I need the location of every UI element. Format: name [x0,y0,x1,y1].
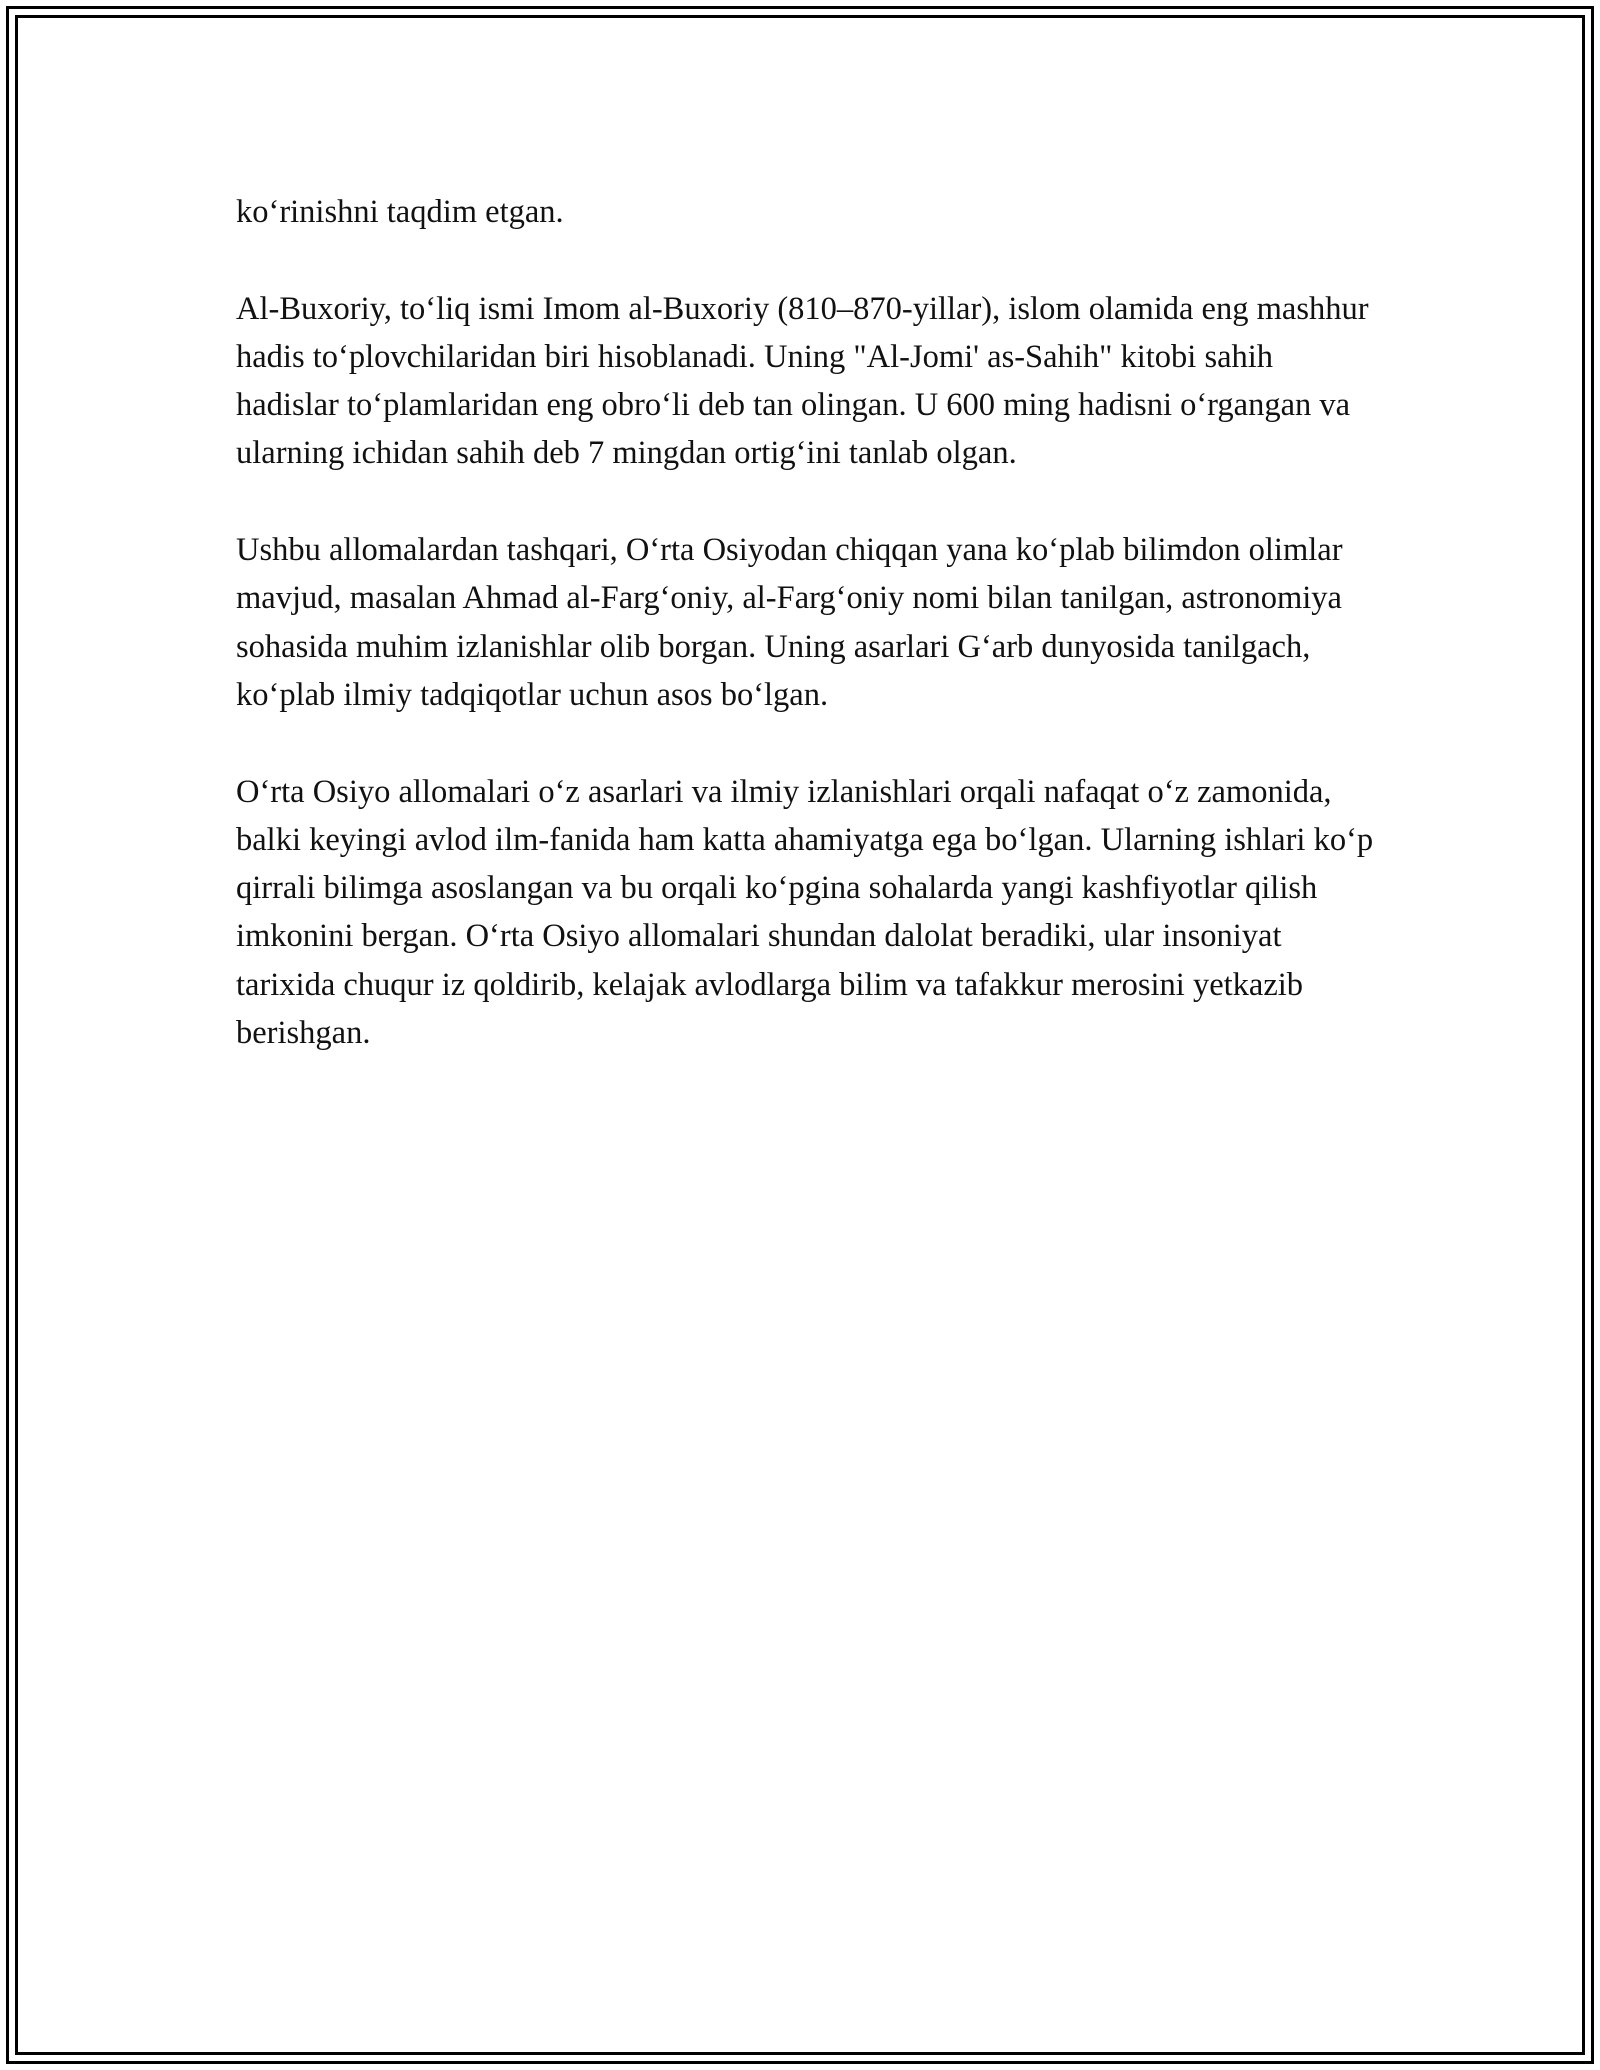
paragraph-conclusion: O‘rta Osiyo allomalari o‘z asarlari va ilmiy izlanishlari orqali nafaqat o‘z zamonida, balki keyingi avlod ilm-fanida ham katta ahamiyatga ega bo‘lgan. Ularning ishlari ko‘p qirrali bilimga asoslangan va bu orqali ko‘pgina sohalarda yangi kashfiyotlar qilish imkonini bergan. O‘rta Osiyo allomalari shundan dalolat beradiki, ular insoniyat tarixida chuqur iz qoldirib, kelajak avlodlarga bilim va tafakkur merosini yetkazib berishgan. [236,773,1374,1052]
paragraph-al-buxoriy: Al-Buxoriy, to‘liq ismi Imom al-Buxoriy (810–870-yillar), islom olamida eng mashhur hadis to‘plovchilaridan biri hisoblanadi. Uning "Al-Jomi' as-Sahih" kitobi sahih hadislar to‘plamlaridan eng obro‘li deb tan olingan. U 600 ming hadisni o‘rgangan va ularning ichidan sahih deb 7 mingdan ortig‘ini tanlab olgan. [236,290,1369,472]
document-body [236,188,1376,1106]
paragraph-continuation: ko‘rinishni taqdim etgan. [236,194,564,230]
paragraph-al-fargoniy: Ushbu allomalardan tashqari, O‘rta Osiyodan chiqqan yana ko‘plab bilimdon olimlar mavjud, masalan Ahmad al-Farg‘oniy, al-Farg‘oniy nomi bilan tanilgan, astronomiya sohasida muhim izlanishlar olib borgan. Uning asarlari G‘arb dunyosida tanilgach, ko‘plab ilmiy tadqiqotlar uchun asos bo‘lgan. [236,532,1343,713]
